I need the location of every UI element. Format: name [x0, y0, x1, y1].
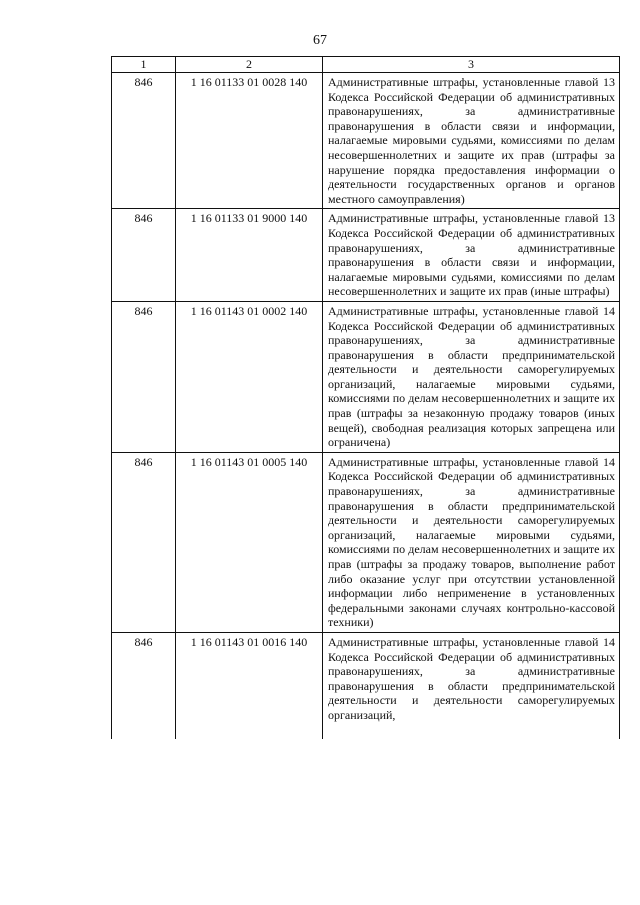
table-row [112, 209, 620, 302]
description-cell: Административные штрафы, установленные главой 14 Кодекса Российской Федерации об административных правонарушениях, за административные правонарушения в области предпринимательской деятельности и деятельности саморегулируемых организаций, налагаемые мировыми судьями, комиссиями по делам несовершеннолетних и защите их прав (штрафы за незаконную продажу товаров (иных вещей), свободная реализация которых запрещена или ограничена) [323, 301, 620, 452]
revenue-codes-table [111, 56, 620, 739]
column-header-3: 3 [323, 57, 620, 73]
table-header-row [112, 57, 620, 73]
budget-code-cell: 1 16 01143 01 0005 140 [176, 452, 323, 632]
budget-code-cell: 1 16 01133 01 0028 140 [176, 73, 323, 209]
table-row [112, 301, 620, 452]
page-number: 67 [313, 33, 327, 48]
agency-code-cell: 846 [112, 452, 176, 632]
table-row [112, 452, 620, 632]
description-cell: Административные штрафы, установленные главой 13 Кодекса Российской Федерации об административных правонарушениях, за административные правонарушения в области связи и информации, налагаемые мировыми судьями, комиссиями по делам несовершеннолетних и защите их прав (штрафы за нарушение порядка предоставления информации о деятельности государственных органов и органов местного самоуправления) [323, 73, 620, 209]
budget-code-cell: 1 16 01133 01 9000 140 [176, 209, 323, 302]
column-header-2: 2 [176, 57, 323, 73]
budget-code-cell: 1 16 01143 01 0002 140 [176, 301, 323, 452]
agency-code-cell: 846 [112, 301, 176, 452]
budget-code-cell: 1 16 01143 01 0016 140 [176, 632, 323, 739]
table-row [112, 632, 620, 739]
column-header-1: 1 [112, 57, 176, 73]
agency-code-cell: 846 [112, 632, 176, 739]
agency-code-cell: 846 [112, 73, 176, 209]
description-cell: Административные штрафы, установленные главой 13 Кодекса Российской Федерации об административных правонарушениях, за административные правонарушения в области связи и информации, налагаемые мировыми судьями, комиссиями по делам несовершеннолетних и защите их прав (иные штрафы) [323, 209, 620, 302]
table-row [112, 73, 620, 209]
description-cell: Административные штрафы, установленные главой 14 Кодекса Российской Федерации об административных правонарушениях, за административные правонарушения в области предпринимательской деятельности и деятельности саморегулируемых организаций, [323, 632, 620, 739]
description-cell: Административные штрафы, установленные главой 14 Кодекса Российской Федерации об административных правонарушениях, за административные правонарушения в области предпринимательской деятельности и деятельности саморегулируемых организаций, налагаемые мировыми судьями, комиссиями по делам несовершеннолетних и защите их прав (штрафы за продажу товаров, выполнение работ либо оказание услуг при отсутствии установленной информации либо неприменение в установленных федеральными законами случаях контрольно-кассовой техники) [323, 452, 620, 632]
agency-code-cell: 846 [112, 209, 176, 302]
